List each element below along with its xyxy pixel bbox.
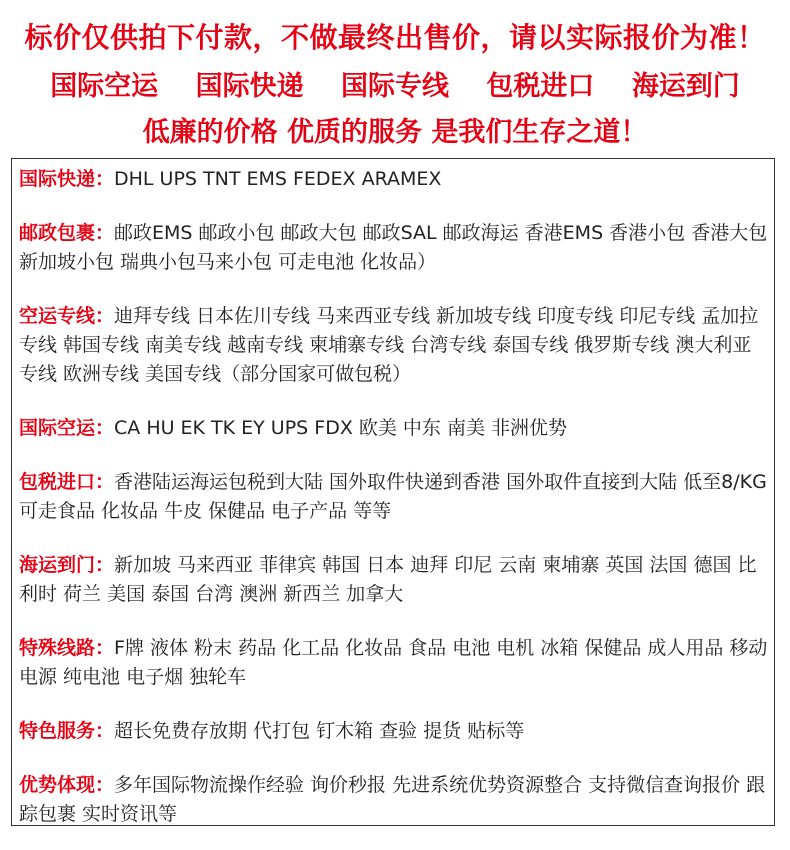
section-label: 优势体现： <box>19 774 115 796</box>
section-text: 新加坡 马来西亚 菲律宾 韩国 日本 迪拜 印尼 云南 柬埔寨 英国 法国 德国 比利时 荷兰 美国 泰国 台湾 澳洲 新西兰 加拿大 <box>19 554 757 605</box>
header-banner <box>0 0 790 155</box>
section-text: CA HU EK TK EY UPS FDX 欧美 中东 南美 非洲优势 <box>114 417 568 439</box>
section-advantages <box>19 771 768 829</box>
service-item: 国际专线 <box>341 71 449 102</box>
section-label: 特色服务： <box>19 720 115 742</box>
section-label: 特殊线路： <box>19 637 115 659</box>
section-label: 邮政包裹： <box>19 222 115 244</box>
section-air-lines <box>19 302 768 389</box>
service-details-box <box>11 158 775 826</box>
service-item: 海运到门 <box>631 71 740 102</box>
service-item: 国际空运 <box>50 71 159 102</box>
section-text: DHL UPS TNT EMS FEDEX ARAMEX <box>114 168 442 190</box>
section-text: 香港陆运海运包税到大陆 国外取件快递到香港 国外取件直接到大陆 低至8/KG 可走食品 化妆品 牛皮 保健品 电子产品 等等 <box>19 471 767 522</box>
section-sea-freight <box>19 551 768 609</box>
section-text: F牌 液体 粉末 药品 化工品 化妆品 食品 电池 电机 冰箱 保健品 成人用品 移动电源 纯电池 电子烟 独轮车 <box>19 637 768 688</box>
section-label: 国际快递： <box>19 168 115 190</box>
section-label: 包税进口： <box>19 471 115 493</box>
slogan: 低廉的价格 优质的服务 是我们生存之道！ <box>142 117 648 148</box>
section-express <box>19 165 768 194</box>
section-label: 空运专线： <box>19 305 115 327</box>
service-list <box>0 64 790 103</box>
section-text: 多年国际物流操作经验 询价秒报 先进系统优势资源整合 支持微信查询报价 跟踪包裹 实时资讯等 <box>19 774 766 825</box>
section-special-lines <box>19 634 768 692</box>
section-text: 超长免费存放期 代打包 钉木箱 查验 提货 贴标等 <box>114 720 525 742</box>
section-label: 海运到门： <box>19 554 115 576</box>
section-text: 邮政EMS 邮政小包 邮政大包 邮政SAL 邮政海运 香港EMS 香港小包 香港大包 新加坡小包 瑞典小包马来小包 可走电池 化妆品） <box>19 222 768 273</box>
section-features <box>19 717 768 746</box>
section-label: 国际空运： <box>19 417 115 439</box>
section-postal <box>19 219 768 277</box>
section-text: 迪拜专线 日本佐川专线 马来西亚专线 新加坡专线 印度专线 印尼专线 孟加拉专线 韩国专线 南美专线 越南专线 柬埔寨专线 台湾专线 泰国专线 俄罗斯专线 澳大利亚专线 欧洲专线 美国专线（部分国家可做包税） <box>19 305 759 385</box>
price-notice: 标价仅供拍下付款，不做最终出售价，请以实际报价为准！ <box>24 21 766 54</box>
section-tax-import <box>19 468 768 526</box>
service-item: 国际快递 <box>195 71 304 102</box>
section-air-freight <box>19 414 768 443</box>
service-item: 包税进口 <box>486 71 595 102</box>
